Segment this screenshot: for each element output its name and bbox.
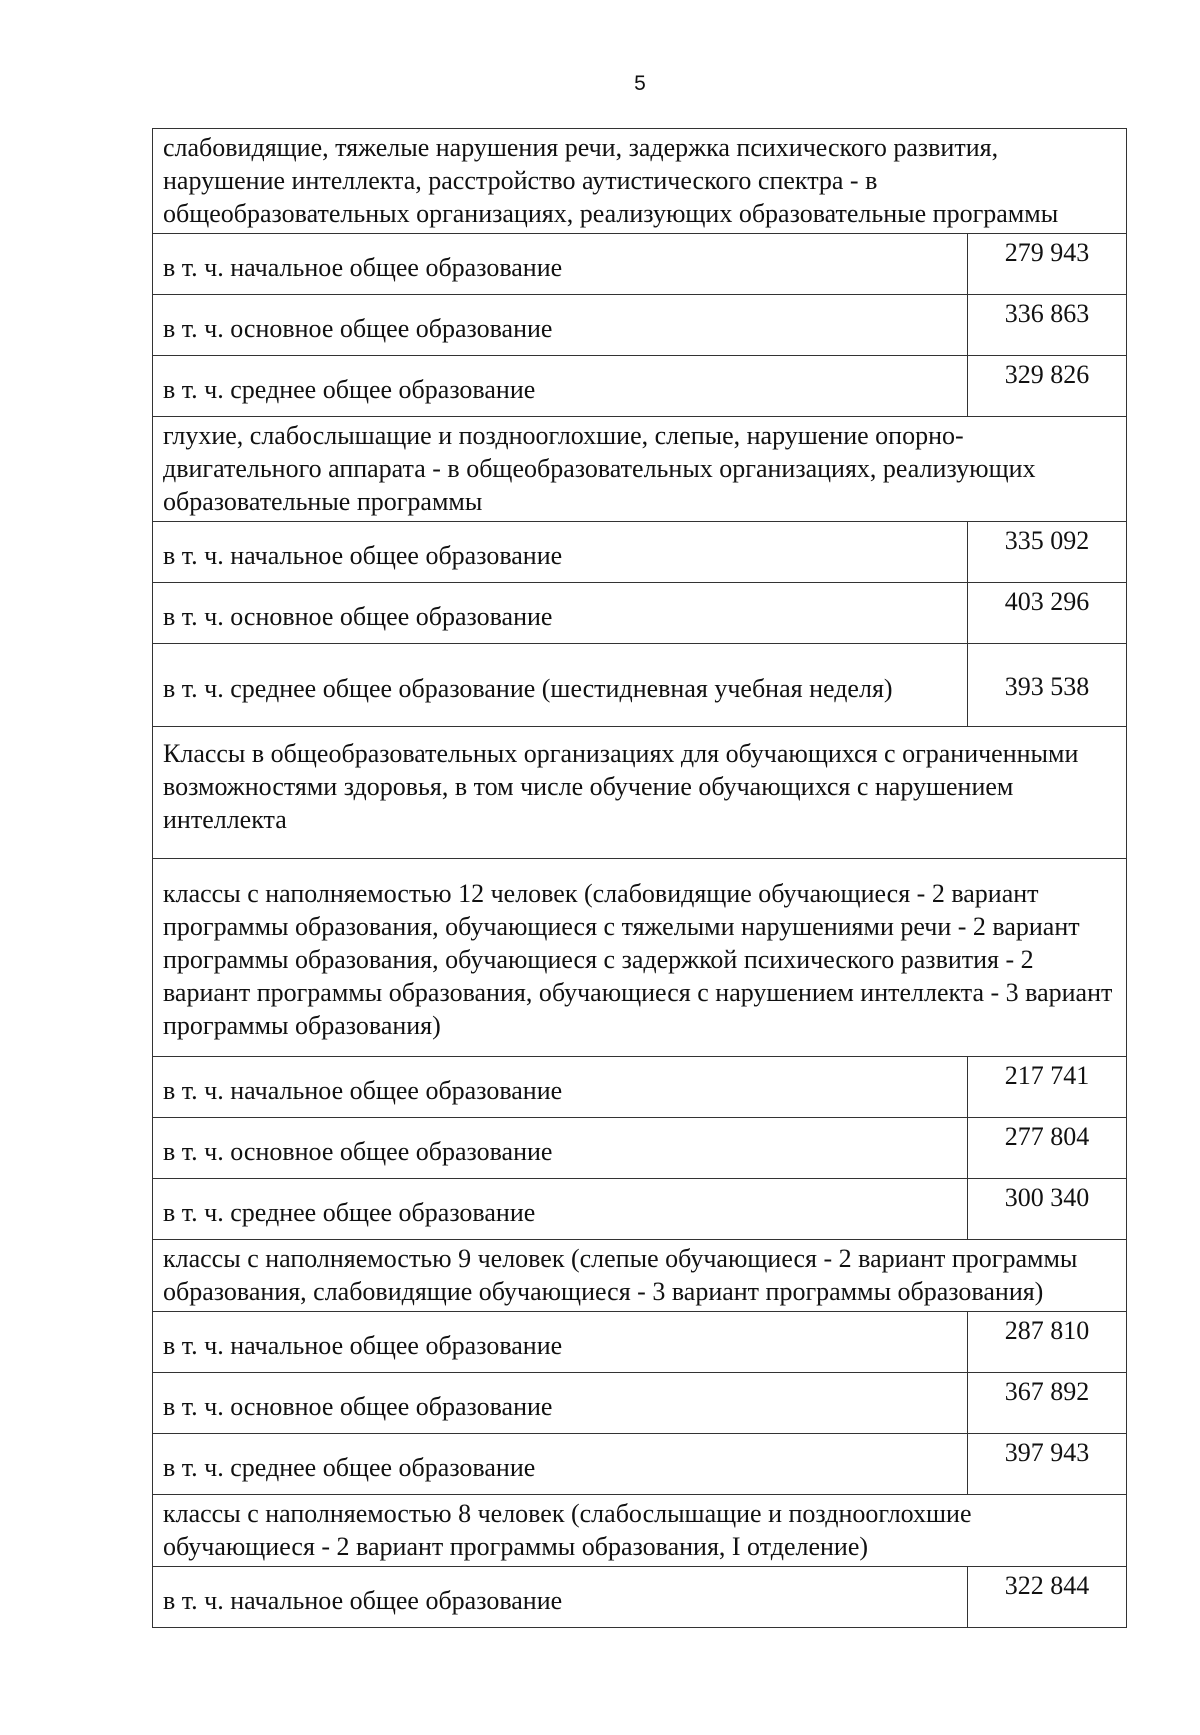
row-label: в т. ч. среднее общее образование (153, 1179, 968, 1240)
table-row-section (153, 1240, 1127, 1312)
table-row (153, 1373, 1127, 1434)
row-value: 367 892 (968, 1373, 1127, 1434)
table-row-section (153, 859, 1127, 1057)
table-row-section (153, 129, 1127, 234)
table-row (153, 644, 1127, 727)
table-row-section (153, 417, 1127, 522)
page-number: 5 (634, 72, 646, 95)
row-value: 322 844 (968, 1567, 1127, 1628)
row-value: 335 092 (968, 522, 1127, 583)
row-value: 287 810 (968, 1312, 1127, 1373)
table-row (153, 1434, 1127, 1495)
section-heading: глухие, слабослышащие и позднооглохшие, слепые, нарушение опорно-двигательного аппарата - в общеобразовательных организациях, реализующих образовательные программы (153, 417, 1127, 522)
row-label: в т. ч. начальное общее образование (153, 1567, 968, 1628)
table-row (153, 522, 1127, 583)
row-value: 217 741 (968, 1057, 1127, 1118)
table-row (153, 1312, 1127, 1373)
table-row (153, 583, 1127, 644)
table-row-section (153, 727, 1127, 859)
row-value: 336 863 (968, 295, 1127, 356)
row-label: в т. ч. начальное общее образование (153, 234, 968, 295)
row-value: 393 538 (968, 644, 1127, 727)
row-value: 397 943 (968, 1434, 1127, 1495)
row-label: в т. ч. начальное общее образование (153, 522, 968, 583)
table-row (153, 295, 1127, 356)
row-value: 329 826 (968, 356, 1127, 417)
table-row (153, 1118, 1127, 1179)
row-label: в т. ч. среднее общее образование (153, 356, 968, 417)
table-row-section (153, 1495, 1127, 1567)
row-label: в т. ч. начальное общее образование (153, 1057, 968, 1118)
table-row (153, 1567, 1127, 1628)
row-value: 277 804 (968, 1118, 1127, 1179)
table-row (153, 356, 1127, 417)
row-label: в т. ч. среднее общее образование (шестидневная учебная неделя) (153, 644, 968, 727)
row-label: в т. ч. основное общее образование (153, 295, 968, 356)
norms-table (152, 128, 1127, 1628)
table-row (153, 1057, 1127, 1118)
row-label: в т. ч. основное общее образование (153, 1373, 968, 1434)
row-label: в т. ч. начальное общее образование (153, 1312, 968, 1373)
section-heading: классы с наполняемостью 8 человек (слабослышащие и позднооглохшие обучающиеся - 2 вариант программы образования, I отделение) (153, 1495, 1127, 1567)
section-heading: Классы в общеобразовательных организациях для обучающихся с ограниченными возможностями здоровья, в том числе обучение обучающихся с нарушением интеллекта (153, 727, 1127, 859)
row-label: в т. ч. основное общее образование (153, 583, 968, 644)
row-label: в т. ч. основное общее образование (153, 1118, 968, 1179)
table-row (153, 234, 1127, 295)
row-label: в т. ч. среднее общее образование (153, 1434, 968, 1495)
row-value: 279 943 (968, 234, 1127, 295)
section-heading: классы с наполняемостью 12 человек (слабовидящие обучающиеся - 2 вариант программы образования, обучающиеся с тяжелыми нарушениями речи - 2 вариант программы образования, обучающиеся с задержкой психического развития - 2 вариант программы образования, обучающиеся с нарушением интеллекта - 3 вариант программы образования) (153, 859, 1127, 1057)
table-row (153, 1179, 1127, 1240)
section-heading: слабовидящие, тяжелые нарушения речи, задержка психического развития, нарушение интеллекта, расстройство аутистического спектра - в общеобразовательных организациях, реализующих образовательные программы (153, 129, 1127, 234)
row-value: 403 296 (968, 583, 1127, 644)
row-value: 300 340 (968, 1179, 1127, 1240)
section-heading: классы с наполняемостью 9 человек (слепые обучающиеся - 2 вариант программы образования, слабовидящие обучающиеся - 3 вариант программы образования) (153, 1240, 1127, 1312)
